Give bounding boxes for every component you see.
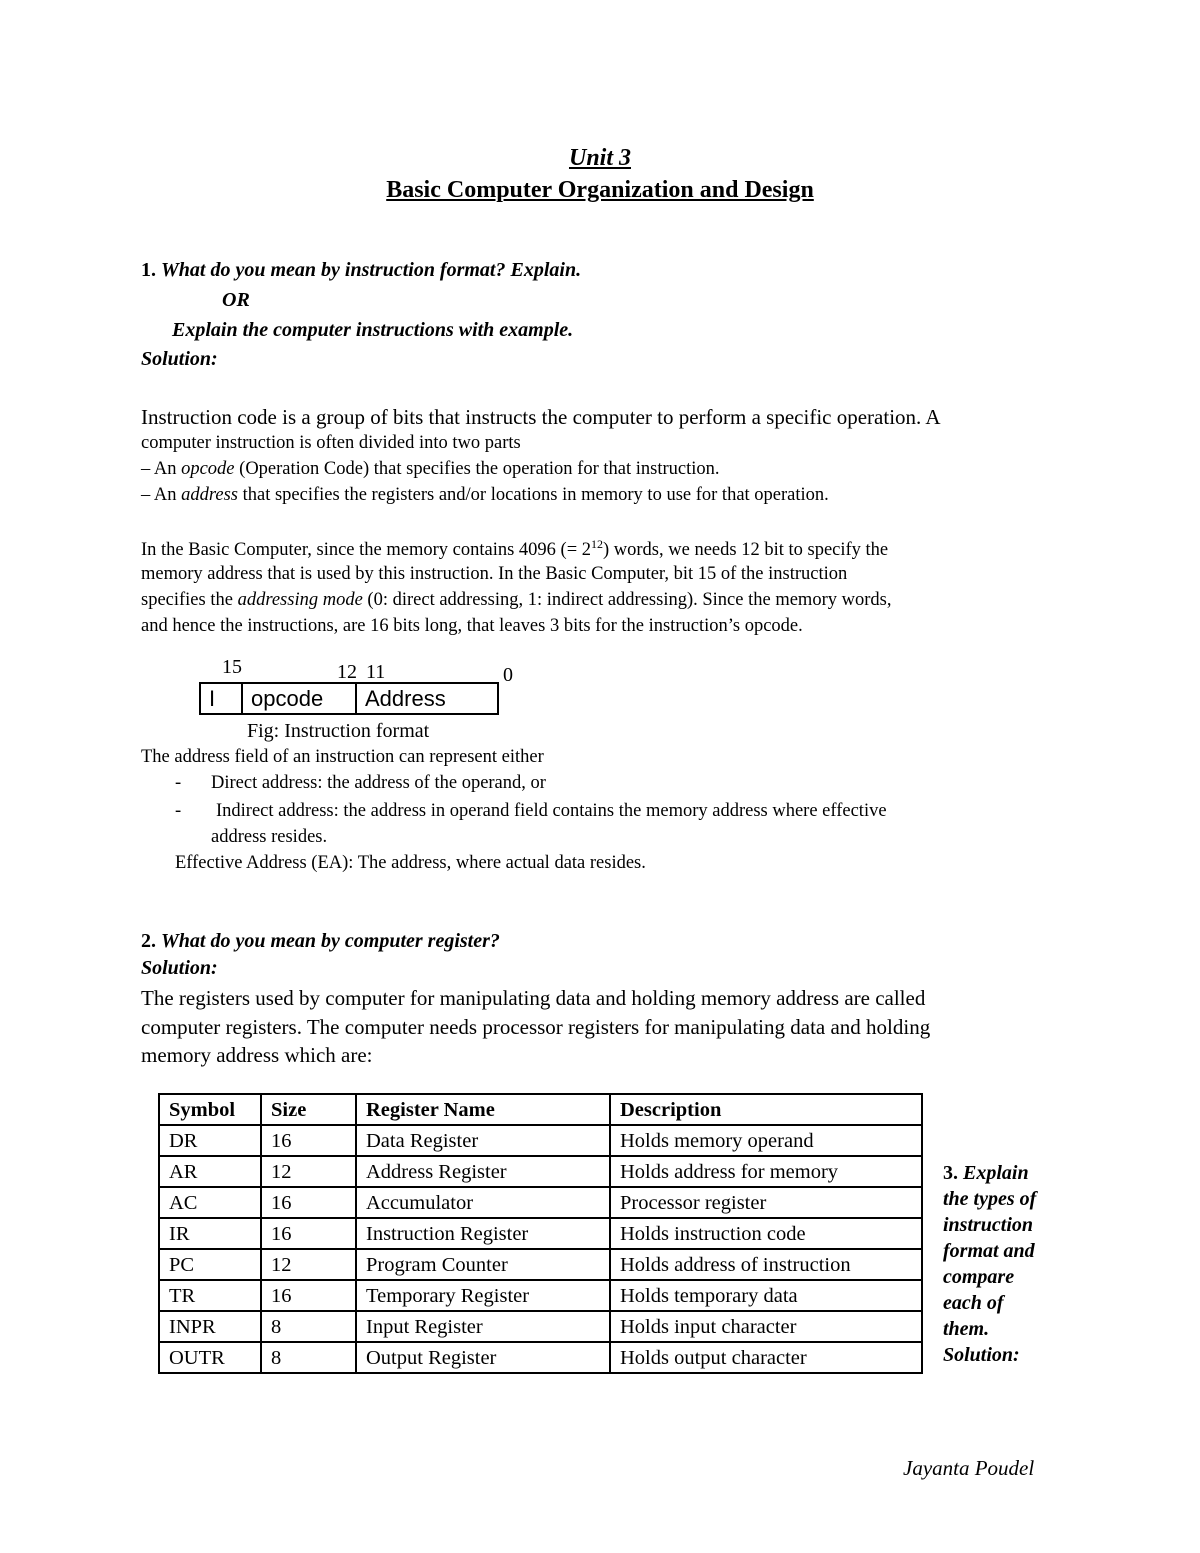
cell-register-name: Input Register: [356, 1311, 610, 1342]
cell-symbol: DR: [159, 1125, 261, 1156]
bullet-direct-address: Direct address: the address of the operand, or: [211, 773, 546, 793]
cell-symbol: PC: [159, 1249, 261, 1280]
table-row: [159, 1249, 922, 1280]
q2-question: [141, 930, 500, 953]
text-segment: ) words, we needs 12 bit to specify the: [603, 540, 889, 561]
q2-line2: computer registers. The computer needs processor registers for manipulating data and holding: [141, 1015, 931, 1039]
addressing-mode-term: addressing mode: [237, 590, 363, 610]
q2-solution-label: Solution:: [141, 957, 218, 979]
cell-register-name: Accumulator: [356, 1187, 610, 1218]
q1-para1-line1: Instruction code is a group of bits that instructs the computer to perform a specific operation. A: [141, 405, 941, 429]
q1-para1-line4: [141, 485, 829, 506]
q1-question: [141, 259, 581, 282]
q1-question-text: What do you mean by instruction format? Explain.: [161, 259, 582, 281]
text-segment: – An: [141, 485, 182, 505]
field-opcode: opcode: [243, 684, 357, 713]
author-signature: Jayanta Poudel: [903, 1456, 1035, 1480]
figure-caption: Fig: Instruction format: [247, 720, 430, 742]
q3-line-7: them.: [943, 1318, 990, 1340]
q3-line-text: Explain: [963, 1162, 1029, 1184]
field-indirect-bit: I: [201, 684, 243, 713]
cell-description: Holds temporary data: [610, 1280, 922, 1311]
cell-description: Holds output character: [610, 1342, 922, 1373]
page-title: Basic Computer Organization and Design: [386, 177, 814, 203]
table-row: [159, 1187, 922, 1218]
cell-size: 16: [261, 1280, 356, 1311]
q1-para2-line2: memory address that is used by this instruction. In the Basic Computer, bit 15 of the instruction: [141, 564, 848, 584]
col-description: Description: [610, 1094, 922, 1125]
cell-description: Holds address for memory: [610, 1156, 922, 1187]
cell-symbol: AC: [159, 1187, 261, 1218]
q1-para2-line1: [141, 537, 888, 561]
table-row: [159, 1218, 922, 1249]
cell-register-name: Program Counter: [356, 1249, 610, 1280]
exponent: 12: [591, 537, 603, 551]
table-row: [159, 1125, 922, 1156]
field-address: Address: [365, 686, 446, 711]
instruction-format-diagram: [199, 682, 499, 715]
q3-line-6: each of: [943, 1292, 1004, 1314]
q3-line-5: compare: [943, 1266, 1015, 1288]
cell-size: 12: [261, 1156, 356, 1187]
table-row: [159, 1280, 922, 1311]
q3-solution-label: Solution:: [943, 1344, 1020, 1366]
address-term: address: [181, 485, 238, 505]
effective-address-def: Effective Address (EA): The address, where actual data resides.: [175, 853, 646, 873]
register-table: [158, 1093, 923, 1374]
cell-size: 12: [261, 1249, 356, 1280]
q2-number: 2.: [141, 930, 156, 952]
q2-question-text: What do you mean by computer register?: [161, 930, 500, 952]
cell-size: 16: [261, 1218, 356, 1249]
q1-solution-label: Solution:: [141, 348, 218, 370]
q1-para2-line4: and hence the instructions, are 16 bits long, that leaves 3 bits for the instruction’s opcode.: [141, 616, 803, 636]
text-segment: – An: [141, 459, 182, 479]
cell-description: Holds input character: [610, 1311, 922, 1342]
cell-size: 16: [261, 1125, 356, 1156]
opcode-term: opcode: [181, 459, 235, 479]
cell-symbol: OUTR: [159, 1342, 261, 1373]
cell-description: Processor register: [610, 1187, 922, 1218]
unit-heading: Unit 3: [568, 145, 631, 171]
cell-description: Holds memory operand: [610, 1125, 922, 1156]
cell-register-name: Output Register: [356, 1342, 610, 1373]
q2-line1: The registers used by computer for manipulating data and holding memory address are called: [141, 986, 926, 1010]
bit-label-11: 11: [366, 661, 386, 683]
bit-label-15: 15: [222, 656, 242, 678]
address-intro: The address field of an instruction can represent either: [141, 747, 544, 767]
cell-symbol: AR: [159, 1156, 261, 1187]
bullet-dash: -: [175, 801, 182, 821]
cell-size: 8: [261, 1311, 356, 1342]
q3-question: [943, 1160, 1063, 1368]
bit-label-0: 0: [503, 664, 513, 686]
q2-line3: memory address which are:: [141, 1043, 373, 1067]
q1-para1-line2: computer instruction is often divided into two parts: [141, 433, 521, 453]
cell-register-name: Address Register: [356, 1156, 610, 1187]
cell-description: Holds instruction code: [610, 1218, 922, 1249]
q1-or: OR: [222, 289, 250, 311]
table-header-row: [159, 1094, 922, 1125]
cell-size: 8: [261, 1342, 356, 1373]
q1-para2-line3: [141, 590, 891, 611]
bullet-indirect-address: Indirect address: the address in operand field contains the memory address where effective: [216, 801, 887, 821]
q3-line-3: instruction: [943, 1214, 1034, 1236]
bullet-indirect-address-cont: address resides.: [211, 827, 328, 847]
col-size: Size: [261, 1094, 356, 1125]
text-segment: specifies the: [141, 590, 238, 610]
q3-number: 3.: [943, 1162, 958, 1184]
text-segment: In the Basic Computer, since the memory contains 4096 (= 2: [141, 540, 591, 561]
table-row: [159, 1342, 922, 1373]
col-register-name: Register Name: [356, 1094, 610, 1125]
cell-symbol: INPR: [159, 1311, 261, 1342]
table-row: [159, 1311, 922, 1342]
cell-register-name: Instruction Register: [356, 1218, 610, 1249]
col-symbol: Symbol: [159, 1094, 261, 1125]
cell-register-name: Temporary Register: [356, 1280, 610, 1311]
q1-number: 1.: [141, 259, 156, 281]
text-segment: (Operation Code) that specifies the operation for that instruction.: [234, 459, 720, 479]
table-row: [159, 1156, 922, 1187]
cell-symbol: IR: [159, 1218, 261, 1249]
q3-line-2: the types of: [943, 1188, 1037, 1210]
q3-line-4: format and: [943, 1240, 1035, 1262]
q1-question-alt: Explain the computer instructions with example.: [172, 319, 574, 341]
cell-register-name: Data Register: [356, 1125, 610, 1156]
text-segment: that specifies the registers and/or locations in memory to use for that operation.: [237, 485, 829, 505]
bit-label-12: 12: [337, 661, 357, 683]
q1-para1-line3: [141, 459, 720, 480]
cell-description: Holds address of instruction: [610, 1249, 922, 1280]
bullet-dash: -: [175, 773, 182, 793]
cell-symbol: TR: [159, 1280, 261, 1311]
cell-size: 16: [261, 1187, 356, 1218]
text-segment: (0: direct addressing, 1: indirect addressing). Since the memory words,: [362, 590, 892, 610]
q3-line-1: [943, 1160, 1063, 1186]
